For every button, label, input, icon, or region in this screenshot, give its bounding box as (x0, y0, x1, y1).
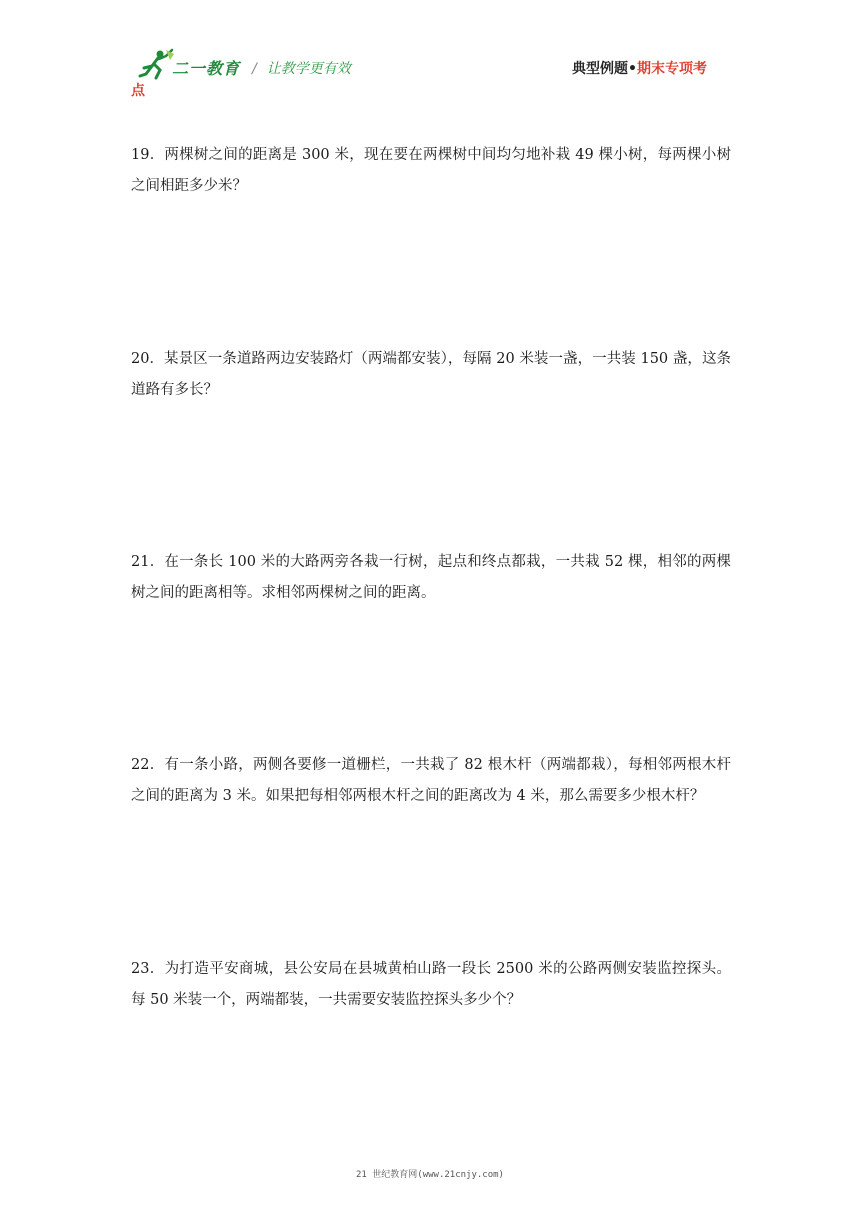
logo-text: 二一教育 (172, 59, 241, 78)
question-23: 23．为打造平安商城，县公安局在县城黄柏山路一段长 2500 米的公路两侧安装监控探头。每 50 米装一个，两端都装，一共需要安装监控探头多少个？ (131, 961, 731, 1008)
running-figure-icon (136, 48, 176, 82)
question-19: 19．两棵树之间的距离是 300 米，现在要在两棵树中间均匀地补栽 49 棵小树，每两棵小树之间相距多少米？ (131, 147, 731, 194)
header-title-category: 典型例题• (572, 61, 637, 77)
header-title (572, 58, 707, 78)
slogan-text: 让教学更有效 (266, 61, 351, 77)
header-title-wrap: 点 (131, 83, 145, 99)
slogan-divider: / (252, 61, 257, 77)
question-21: 21．在一条长 100 米的大路两旁各栽一行树，起点和终点都栽，一共栽 52 棵，相邻的两棵树之间的距离相等。求相邻两棵树之间的距离。 (131, 554, 731, 601)
question-22: 22．有一条小路，两侧各要修一道栅栏，一共栽了 82 根木杆（两端都栽），每相邻两根木杆之间的距离为 3 米。如果把每相邻两根木杆之间的距离改为 4 米，那么需要多少根木杆？ (131, 757, 731, 804)
header-slogan (252, 58, 351, 78)
header-title-topic: 期末专项考 (636, 61, 707, 77)
question-20: 20．某景区一条道路两边安装路灯（两端都安装），每隔 20 米装一盏，一共装 150 盏，这条道路有多长？ (131, 351, 731, 398)
page-footer: 21 世纪教育网(www.21cnjy.com) (356, 1170, 504, 1180)
page-header (0, 0, 860, 110)
